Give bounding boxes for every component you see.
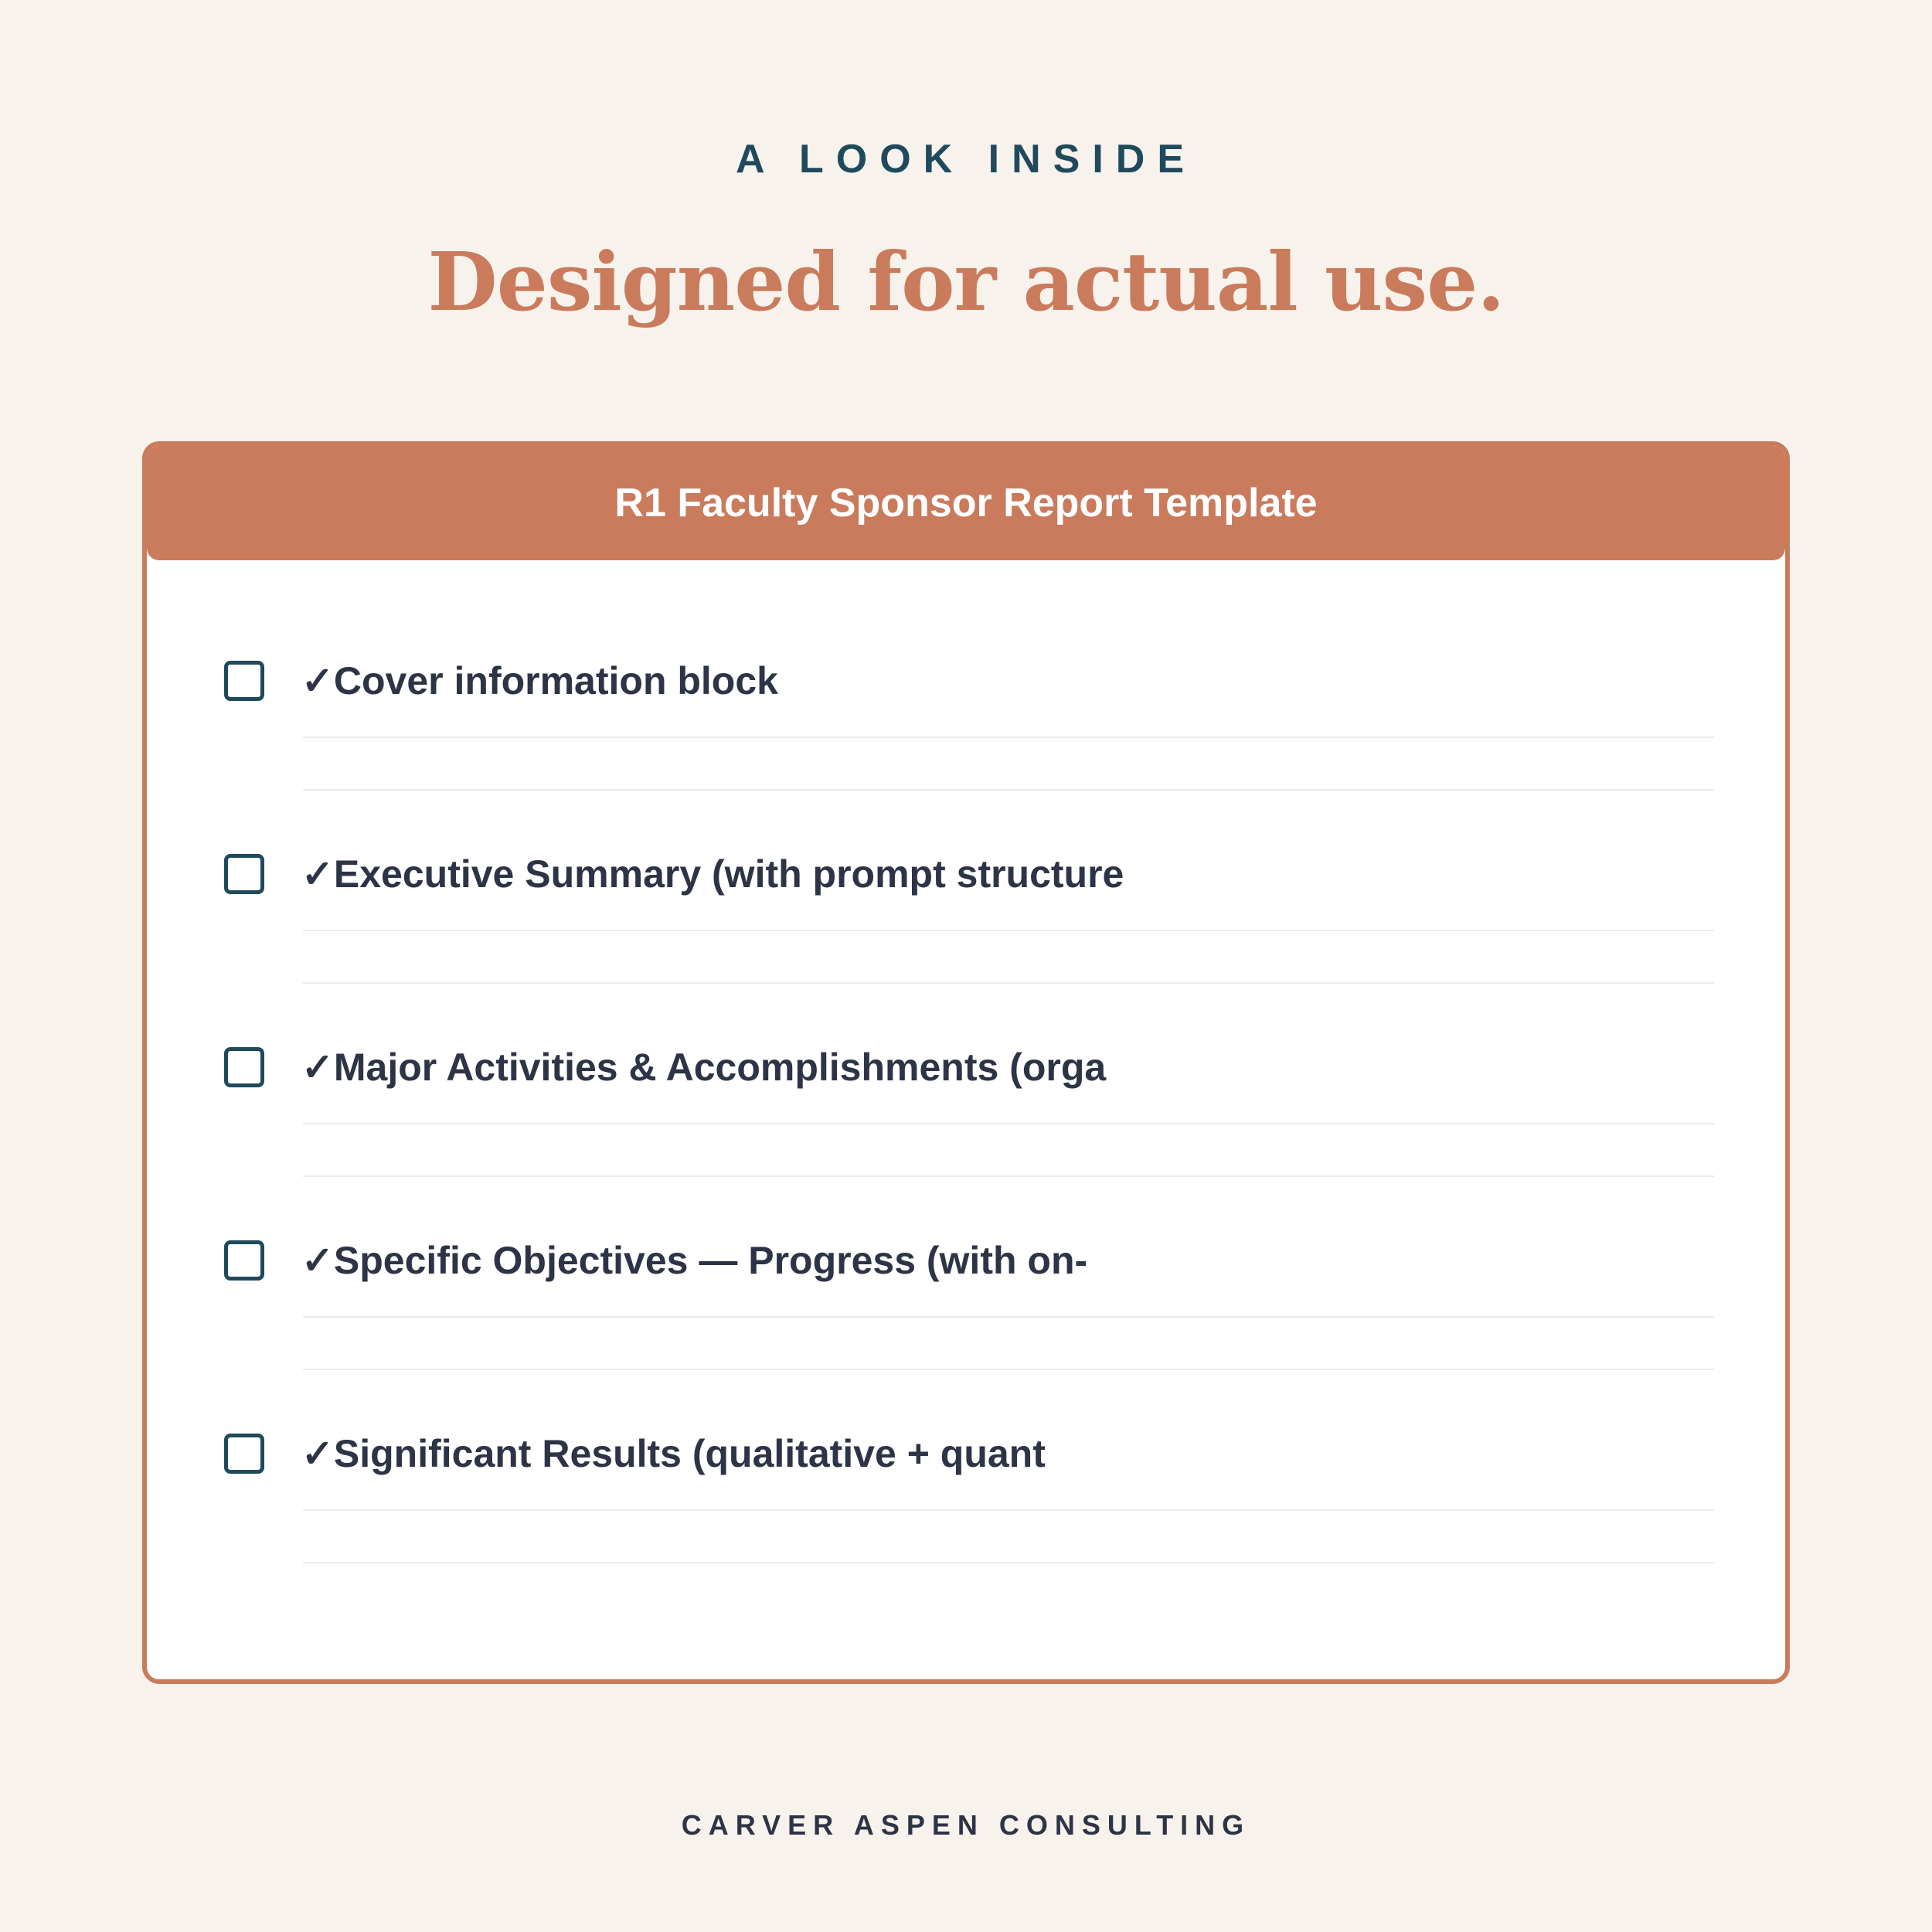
checkbox[interactable] [224, 1434, 264, 1474]
writing-line [303, 789, 1714, 791]
template-card [142, 441, 1790, 1684]
checklist-item-label: ✓Significant Results (qualitative + quant [301, 1432, 1046, 1475]
writing-line [303, 982, 1714, 984]
checkbox[interactable] [224, 661, 264, 701]
checklist-item [147, 1434, 1785, 1627]
writing-line [303, 1562, 1714, 1563]
eyebrow-label: A LOOK INSIDE [735, 137, 1197, 182]
card-header [147, 446, 1785, 560]
checklist-item [147, 1240, 1785, 1434]
writing-line [303, 1369, 1714, 1370]
checklist-item-label: ✓Executive Summary (with prompt structure [301, 852, 1124, 896]
checklist-item-label: ✓Cover information block [301, 659, 778, 702]
checklist-item-label: ✓Specific Objectives — Progress (with on- [301, 1239, 1088, 1282]
writing-line [303, 1316, 1714, 1318]
writing-line [303, 1509, 1714, 1511]
writing-line [303, 736, 1714, 738]
writing-line [303, 930, 1714, 931]
card-title: R1 Faculty Sponsor Report Template [614, 481, 1318, 526]
brand-footer: CARVER ASPEN CONSULTING [681, 1809, 1251, 1841]
checklist-item [147, 661, 1785, 854]
writing-line [303, 1175, 1714, 1177]
checkbox[interactable] [224, 1047, 264, 1087]
writing-line [303, 1123, 1714, 1124]
page-headline: Designed for actual use. [427, 234, 1505, 329]
checklist-item [147, 1047, 1785, 1240]
checklist-item [147, 854, 1785, 1047]
checkbox[interactable] [224, 1240, 264, 1281]
checklist-item-label: ✓Major Activities & Accomplishments (orga [301, 1046, 1107, 1089]
checkbox[interactable] [224, 854, 264, 894]
